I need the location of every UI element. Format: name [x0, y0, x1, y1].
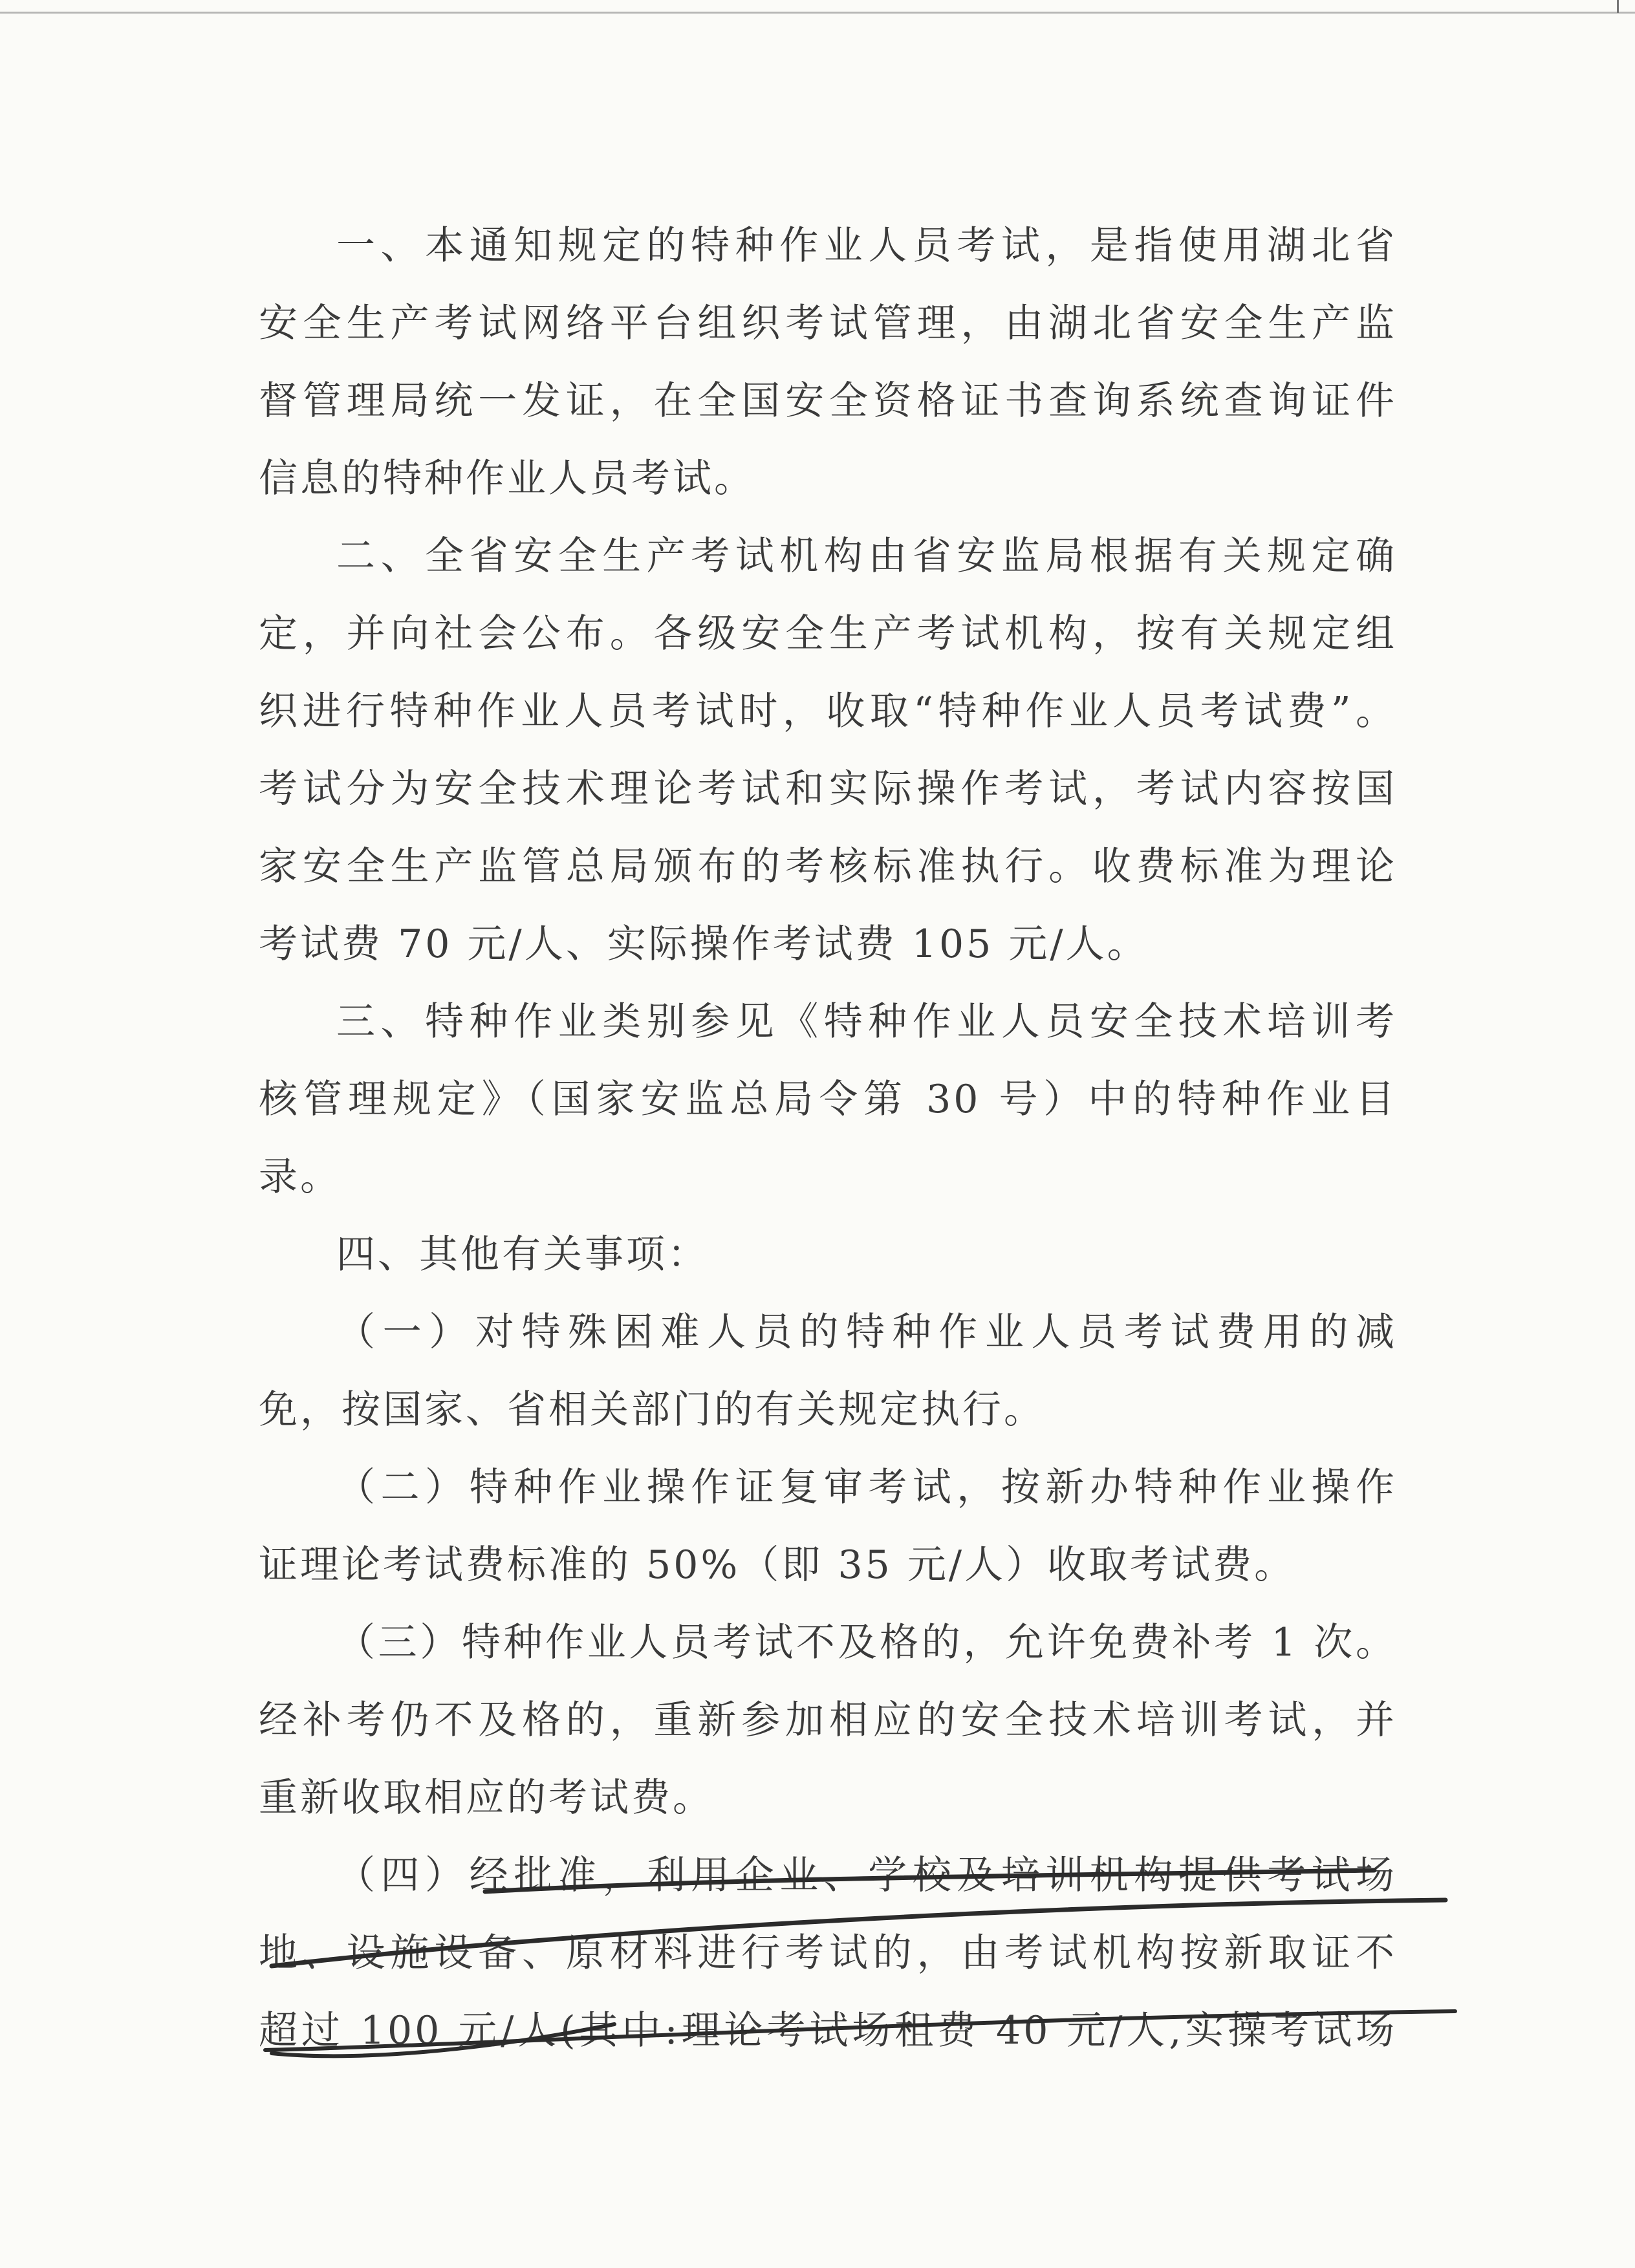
- paragraph-1-line-3: 督管理局统一发证，在全国安全资格证书查询系统查询证件: [259, 378, 1397, 424]
- paragraph-1-line-1: 一、本通知规定的特种作业人员考试，是指使用湖北省: [336, 223, 1397, 268]
- item-4-line-1: （四）经批准，利用企业、学校及培训机构提供考试场: [336, 1853, 1397, 1898]
- paragraph-3-line-1: 三、特种作业类别参见《特种作业人员安全技术培训考: [336, 999, 1397, 1044]
- paragraph-1-line-4: 信息的特种作业人员考试。: [259, 456, 755, 501]
- scan-edge-mark: [1617, 0, 1619, 13]
- item-1-line-2: 免，按国家、省相关部门的有关规定执行。: [259, 1387, 1045, 1432]
- item-2-line-2: 证理论考试费标准的 50%（即 35 元/人）收取考试费。: [259, 1542, 1296, 1588]
- item-4-line-2: 地、设施设备、原材料进行考试的，由考试机构按新取证不: [259, 1930, 1397, 1976]
- scan-top-edge: [0, 12, 1635, 14]
- item-2-line-1: （二）特种作业操作证复审考试，按新办特种作业操作: [336, 1465, 1397, 1510]
- paragraph-2-line-1: 二、全省安全生产考试机构由省安监局根据有关规定确: [336, 534, 1397, 579]
- paragraph-4-heading: 四、其他有关事项：: [336, 1232, 709, 1277]
- paragraph-3-line-2: 核管理规定》（国家安监总局令第 30 号）中的特种作业目: [259, 1077, 1397, 1122]
- paragraph-3-line-3: 录。: [259, 1154, 341, 1200]
- paragraph-2-line-5: 家安全生产监管总局颁布的考核标准执行。收费标准为理论: [259, 844, 1397, 889]
- paragraph-2-line-2: 定，并向社会公布。各级安全生产考试机构，按有关规定组: [259, 611, 1397, 656]
- item-4-line-3: 超过 100 元/人(其中:理论考试场租费 40 元/人,实操考试场: [259, 2008, 1397, 2053]
- item-3-line-3: 重新收取相应的考试费。: [259, 1775, 714, 1820]
- item-3-line-2: 经补考仍不及格的，重新参加相应的安全技术培训考试，并: [259, 1698, 1397, 1743]
- item-3-line-1: （三）特种作业人员考试不及格的，允许免费补考 1 次。: [336, 1620, 1397, 1665]
- item-1-line-1: （一）对特殊困难人员的特种作业人员考试费用的减: [336, 1310, 1397, 1355]
- paragraph-1-line-2: 安全生产考试网络平台组织考试管理，由湖北省安全生产监: [259, 301, 1397, 346]
- paragraph-2-line-3: 织进行特种作业人员考试时，收取“特种作业人员考试费”。: [259, 689, 1397, 734]
- paragraph-2-line-6: 考试费 70 元/人、实际操作考试费 105 元/人。: [259, 922, 1149, 967]
- paragraph-2-line-4: 考试分为安全技术理论考试和实际操作考试，考试内容按国: [259, 766, 1397, 812]
